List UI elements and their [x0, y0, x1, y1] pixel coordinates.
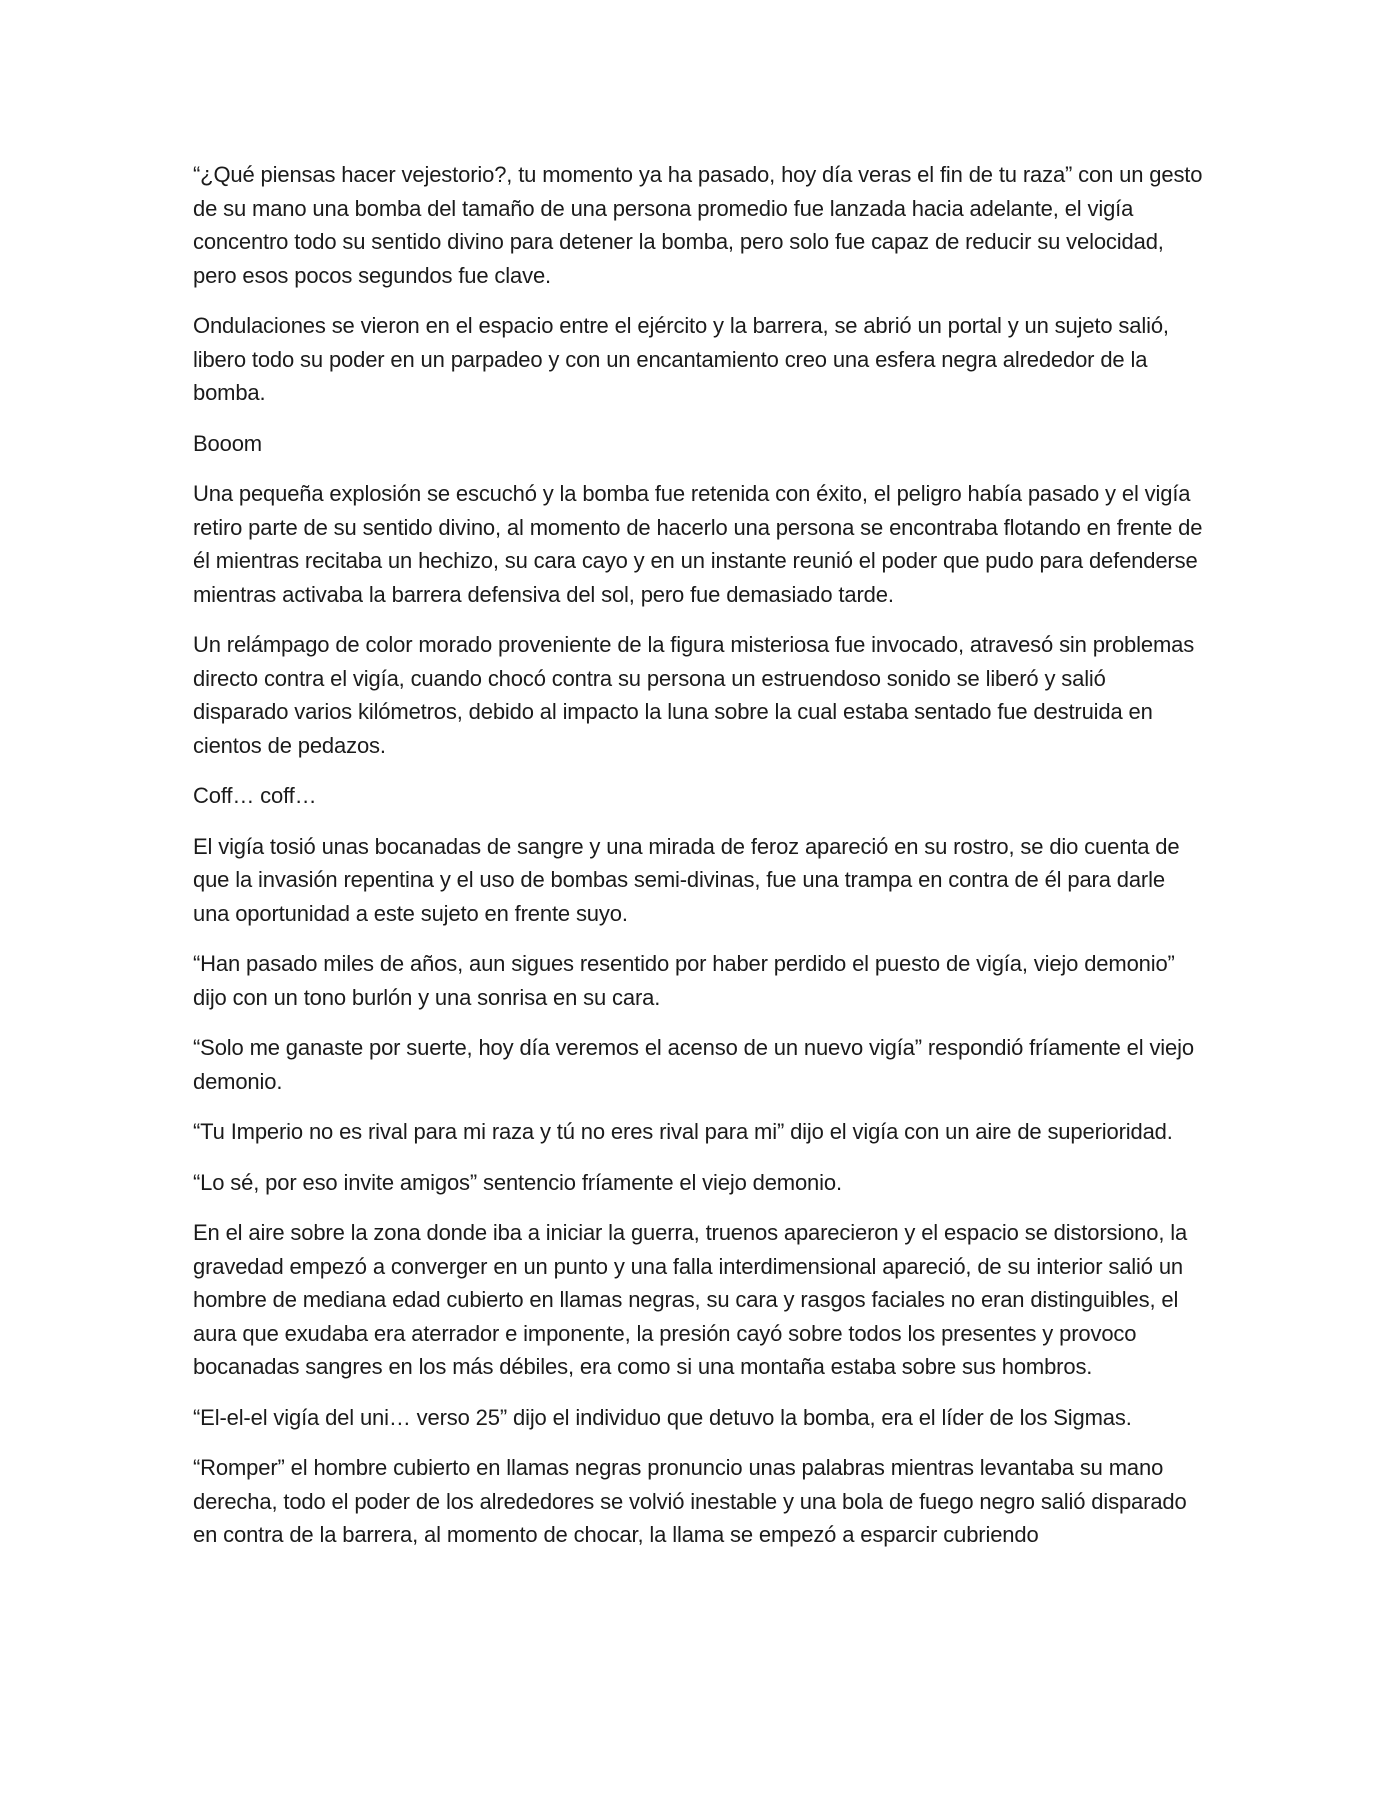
paragraph-14: “Romper” el hombre cubierto en llamas negras pronuncio unas palabras mientras levantaba su mano derecha, todo el poder de los alrededores se volvió inestable y una bola de fuego negro salió disparado en contra de la barrera, al momento de chocar, la llama se empezó a esparcir cubriendo [193, 1455, 1187, 1547]
paragraph-2: Ondulaciones se vieron en el espacio entre el ejército y la barrera, se abrió un portal y un sujeto salió, libero todo su poder en un parpadeo y con un encantamiento creo una esfera negra alrededor de la bomba. [193, 313, 1169, 405]
paragraph-7: El vigía tosió unas bocanadas de sangre y una mirada de feroz apareció en su rostro, se dio cuenta de que la invasión repentina y el uso de bombas semi-divinas, fue una trampa en contra de él para darle una oportunidad a este sujeto en frente suyo. [193, 833, 1180, 926]
paragraph-5: Un relámpago de color morado proveniente de la figura misteriosa fue invocado, atravesó sin problemas directo contra el vigía, cuando chocó contra su persona un estruendoso sonido se liberó y salió disparado varios kilómetros, debido al impacto la luna sobre la cual estaba sentado fue destruida en cientos de pedazos. [193, 632, 1195, 758]
paragraph-4: Una pequeña explosión se escuchó y la bomba fue retenida con éxito, el peligro había pasado y el vigía retiro parte de su sentido divino, al momento de hacerlo una persona se encontraba flotando en frente de él mientras recitaba un hechizo, su cara cayo y en un instante reunió el poder que pudo para defenderse mientras activaba la barrera defensiva del sol, pero fue demasiado tarde. [193, 481, 1203, 607]
paragraph-10: “Tu Imperio no es rival para mi raza y tú no eres rival para mi” dijo el vigía con un aire de superioridad. [193, 1119, 1173, 1144]
paragraph-12: En el aire sobre la zona donde iba a iniciar la guerra, truenos aparecieron y el espacio se distorsiono, la gravedad empezó a converger en un punto y una falla interdimensional apareció, de su interior salió un hombre de mediana edad cubierto en llamas negras, su cara y rasgos faciales no eran distinguibles, el aura que exudaba era aterrador e imponente, la presión cayó sobre todos los presentes y provoco bocanadas sangres en los más débiles, era como si una montaña estaba sobre sus hombros. [193, 1220, 1188, 1379]
paragraph-13: “El-el-el vigía del uni… verso 25” dijo el individuo que detuvo la bomba, era el líder de los Sigmas. [193, 1404, 1132, 1430]
paragraph-1: “¿Qué piensas hacer vejestorio?, tu momento ya ha pasado, hoy día veras el fin de tu raza” con un gesto de su mano una bomba del tamaño de una persona promedio fue lanzada hacia adelante, el vigía concentro todo su sentido divino para detener la bomba, pero solo fue capaz de reducir su velocidad, pero esos pocos segundos fue clave. [193, 162, 1203, 288]
document-body [193, 158, 1205, 1569]
paragraph-11: “Lo sé, por eso invite amigos” sentencio fríamente el viejo demonio. [193, 1169, 842, 1195]
paragraph-8: “Han pasado miles de años, aun sigues resentido por haber perdido el puesto de vigía, viejo demonio” dijo con un tono burlón y una sonrisa en su cara. [193, 951, 1175, 1010]
paragraph-6: Coff… coff… [193, 783, 317, 808]
paragraph-9: “Solo me ganaste por suerte, hoy día veremos el acenso de un nuevo vigía” respondió fríamente el viejo demonio. [193, 1035, 1194, 1094]
paragraph-3: Booom [193, 430, 262, 456]
